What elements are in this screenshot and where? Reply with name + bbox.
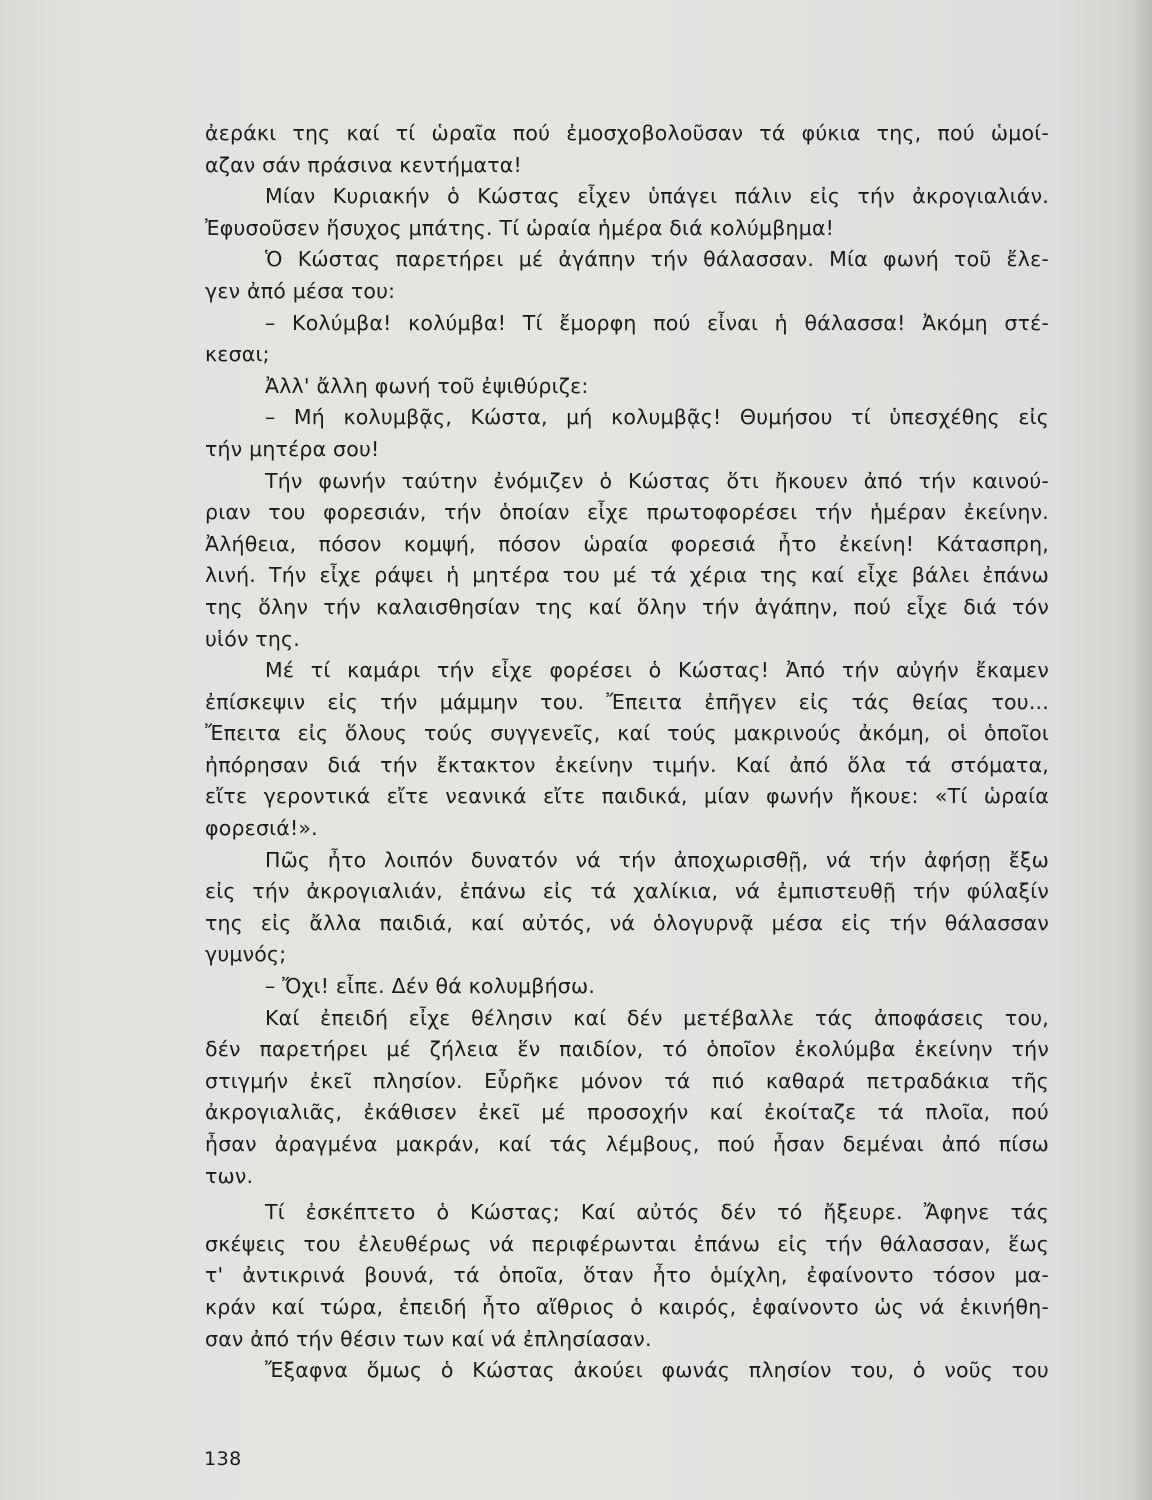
text-line: εἴτε γεροντικά εἴτε νεανικά εἴτε παιδικά, μίαν φωνήν ἤκουε: «Τί ὡραία: [205, 784, 1049, 809]
text-line: υἱόν της.: [205, 626, 300, 651]
text-line: ἐπίσκεψιν εἰς τήν μάμμην του. Ἔπειτα ἐπῆγεν εἰς τάς θείας του...: [205, 689, 1049, 714]
text-line: – Ὄχι! εἶπε. Δέν θά κολυμβήσω.: [265, 974, 596, 999]
body-text: [205, 118, 1049, 1387]
text-line: τ' ἀντικρινά βουνά, τά ὁποῖα, ὅταν ἦτο ὁμίχλη, ἐφαίνοντο τόσον μα-: [205, 1263, 1049, 1288]
text-line: ἠπόρησαν διά τήν ἔκτακτον ἐκείνην τιμήν. Καί ἀπό ὅλα τά στόματα,: [205, 752, 1049, 777]
text-line: Ἀλλ' ἄλλη φωνή τοῦ ἐψιθύριζε:: [265, 373, 589, 398]
text-line: ριαν του φορεσιάν, τήν ὁποίαν εἶχε πρωτοφορέσει τήν ἡμέραν ἐκείνην.: [205, 500, 1049, 525]
text-line: των.: [205, 1163, 254, 1188]
text-line: κράν καί τώρα, ἐπειδή ἦτο αἴθριος ὁ καιρός, ἐφαίνοντο ὡς νά ἐκινήθη-: [205, 1294, 1049, 1319]
text-line: σκέψεις του ἐλευθέρως νά περιφέρωνται ἐπάνω εἰς τήν θάλασσαν, ἕως: [205, 1231, 1049, 1256]
text-line: της ὅλην τήν καλαισθησίαν της καί ὅλην τήν ἀγάπην, πού εἶχε διά τόν: [205, 594, 1049, 619]
text-line: στιγμήν ἐκεῖ πλησίον. Εὗρῆκε μόνον τά πιό καθαρά πετραδάκια τῆς: [205, 1068, 1049, 1093]
text-line: Μέ τί καμάρι τήν εἶχε φορέσει ὁ Κώστας! Ἀπό τήν αὐγήν ἔκαμεν: [265, 658, 1049, 683]
text-line: σαν ἀπό τήν θέσιν των καί νά ἐπλησίασαν.: [205, 1326, 652, 1351]
text-line: Καί ἐπειδή εἶχε θέλησιν καί δέν μετέβαλλε τάς ἀποφάσεις του,: [265, 1005, 1049, 1030]
text-line: Ἀλήθεια, πόσον κομψή, πόσον ὡραία φορεσιά ἦτο ἐκείνη! Κάτασπρη,: [205, 531, 1049, 556]
page-number: 138: [204, 1448, 242, 1470]
text-line: τήν μητέρα σου!: [205, 436, 380, 461]
text-line: κεσαι;: [205, 342, 270, 367]
text-line: – Κολύμβα! κολύμβα! Τί ἔμορφη πού εἶναι ἡ θάλασσα! Ἀκόμη στέ-: [265, 310, 1049, 335]
text-line: Ἐφυσοῦσεν ἥσυχος μπάτης. Τί ὡραία ἡμέρα διά κολύμβημα!: [205, 215, 835, 240]
text-line: λινή. Τήν εἶχε ράψει ἡ μητέρα του μέ τά χέρια της καί εἶχε βάλει ἐπάνω: [205, 563, 1049, 588]
text-line: Μίαν Κυριακήν ὁ Κώστας εἶχεν ὑπάγει πάλιν εἰς τήν ἀκρογιαλιάν.: [265, 184, 1049, 209]
text-line: γυμνός;: [205, 942, 287, 967]
text-line: ἀκρογιαλιᾶς, ἐκάθισεν ἐκεῖ μέ προσοχήν καί ἐκοίταζε τά πλοῖα, πού: [205, 1100, 1049, 1125]
text-line: ἦσαν ἀραγμένα μακράν, καί τάς λέμβους, πού ἦσαν δεμέναι ἀπό πίσω: [205, 1132, 1049, 1156]
text-line: αζαν σάν πράσινα κεντήματα!: [205, 152, 522, 177]
page-edge-shadow: [1130, 0, 1152, 1500]
text-line: Τί ἐσκέπτετο ὁ Κώστας; Καί αὐτός δέν τό ἤξευρε. Ἄφηνε τάς: [265, 1200, 1049, 1225]
text-line: εἰς τήν ἀκρογιαλιάν, ἐπάνω εἰς τά χαλίκια, νά ἐμπιστευθῇ τήν φύλαξίν: [205, 879, 1049, 904]
text-line: Ἔπειτα εἰς ὅλους τούς συγγενεῖς, καί τούς μακρινούς ἀκόμη, οἱ ὁποῖοι: [205, 721, 1049, 746]
text-line: της εἰς ἄλλα παιδιά, καί αὐτός, νά ὁλογυρνᾷ μέσα εἰς τήν θάλασσαν: [205, 910, 1049, 935]
text-line: Τήν φωνήν ταύτην ἐνόμιζεν ὁ Κώστας ὅτι ἤκουεν ἀπό τήν καινού-: [265, 468, 1049, 493]
text-line: Πῶς ἦτο λοιπόν δυνατόν νά τήν ἀποχωρισθῇ, νά τήν ἀφήσῃ ἔξω: [265, 847, 1049, 872]
text-line: Ἔξαφνα ὅμως ὁ Κώστας ἀκούει φωνάς πλησίον του, ὁ νοῦς του: [265, 1358, 1049, 1383]
text-line: φορεσιά!».: [205, 816, 318, 841]
text-line: – Μή κολυμβᾷς, Κώστα, μή κολυμβᾷς! Θυμήσου τί ὑπεσχέθης εἰς: [265, 405, 1049, 430]
text-line: γεν ἀπό μέσα του:: [205, 278, 396, 303]
text-line: δέν παρετήρει μέ ζήλεια ἕν παιδίον, τό ὁποῖον ἐκολύμβα ἐκείνην τήν: [205, 1037, 1049, 1062]
text-line: Ὁ Κώστας παρετήρει μέ ἀγάπην τήν θάλασσαν. Μία φωνή τοῦ ἔλε-: [265, 247, 1049, 272]
text-line: ἀεράκι της καί τί ὡραῖα πού ἐμοσχοβολοῦσαν τά φύκια της, πού ὡμοί-: [205, 121, 1049, 145]
